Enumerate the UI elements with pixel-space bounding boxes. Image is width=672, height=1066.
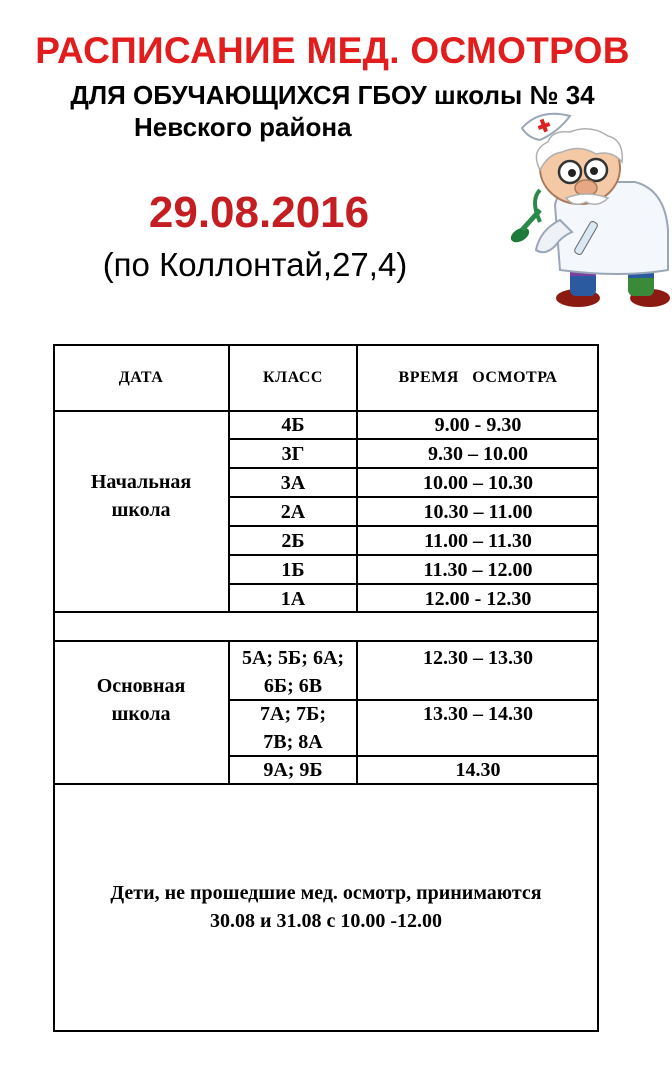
- class-cell: 5А; 5Б; 6А; 6Б; 6В: [241, 647, 345, 697]
- time-cell: 11.30 – 12.00: [423, 559, 533, 581]
- time-cell: 9.00 - 9.30: [434, 414, 522, 436]
- time-cell: 10.00 – 10.30: [423, 472, 533, 494]
- page-title: РАСПИСАНИЕ МЕД. ОСМОТРОВ: [35, 30, 630, 71]
- schedule-date: 29.08.2016: [148, 188, 370, 237]
- time-cell: 12.30 – 13.30: [423, 647, 533, 669]
- page-subtitle: ДЛЯ ОБУЧАЮЩИХСЯ ГБОУ школы № 34: [70, 80, 595, 110]
- header-date: ДАТА: [118, 369, 164, 386]
- class-cell: 7А; 7Б; 7В; 8А: [260, 703, 326, 753]
- doctor-cartoon-icon: [500, 110, 672, 310]
- time-cell: 14.30: [455, 759, 501, 781]
- note-text: Дети, не прошедшие мед. осмотр, принимаются 30.08 и 31.08 с 10.00 -12.00: [110, 882, 542, 932]
- class-cell: 3Г: [281, 443, 305, 465]
- class-cell: 3А: [280, 472, 306, 494]
- time-cell: 13.30 – 14.30: [423, 703, 533, 725]
- time-cell: 9.30 – 10.00: [428, 443, 528, 465]
- schedule-table: [53, 344, 599, 1032]
- section-label-basic: Основная школа: [96, 675, 186, 725]
- class-cell: 4Б: [281, 414, 305, 436]
- address-label: (по Коллонтай,27,4): [102, 246, 408, 283]
- class-cell: 1А: [280, 588, 306, 610]
- class-cell: 9А; 9Б: [263, 759, 323, 781]
- class-cell: 1Б: [281, 559, 305, 581]
- time-cell: 11.00 – 11.30: [424, 530, 532, 552]
- district-label: Невского района: [134, 112, 352, 142]
- header-class: КЛАСС: [263, 369, 323, 386]
- header-time: ВРЕМЯ ОСМОТРА: [398, 369, 558, 386]
- time-cell: 10.30 – 11.00: [423, 501, 533, 523]
- class-cell: 2Б: [281, 530, 305, 552]
- class-cell: 2А: [280, 501, 306, 523]
- section-label-primary: Начальная школа: [90, 471, 192, 521]
- time-cell: 12.00 - 12.30: [424, 588, 532, 610]
